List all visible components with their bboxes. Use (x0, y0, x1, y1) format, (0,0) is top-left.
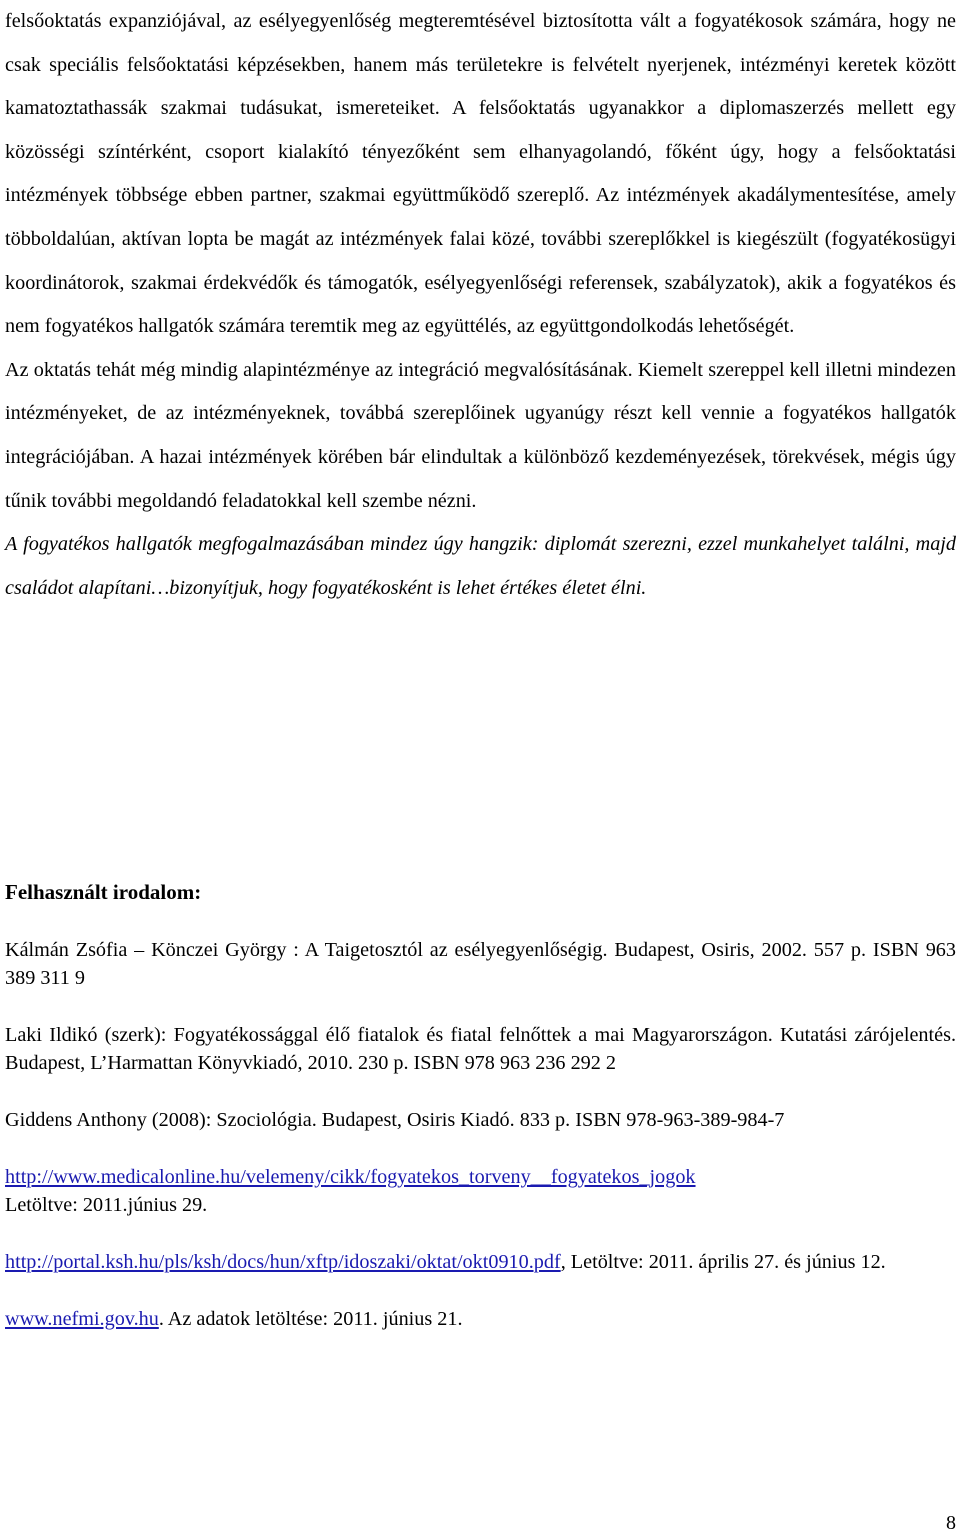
body-text (5, 0, 956, 610)
reference-item-3: Giddens Anthony (2008): Szociológia. Budapest, Osiris Kiadó. 833 p. ISBN 978-963-389-984-7 (5, 1109, 785, 1131)
reference-item-5 (5, 1248, 956, 1276)
reference-note-4: Letöltve: 2011.június 29. (5, 1194, 208, 1216)
reference-link-nefmi[interactable]: www.nefmi.gov.hu (5, 1308, 159, 1330)
reference-link-medicalonline[interactable]: http://www.medicalonline.hu/velemeny/cikk/fogyatekos_torveny__fogyatekos_jogok (5, 1166, 696, 1188)
paragraph-1: felsőoktatás expanziójával, az esélyegyenlőség megteremtésével biztosította vált a fogyatékosok számára, hogy ne csak speciális felsőoktatási képzésekben, hanem más területekre is felvételt nyerjenek, intézményi keretek között kamatoztathassák szakmai tudásukat, ismereteiket. A felsőoktatás ugyanakkor a diplomaszerzés mellett egy közösségi színtérként, csoport kialakító tényezőként sem elhanyagolandó, főként úgy, hogy a felsőoktatási intézmények többsége ebben partner, szakmai együttműködő szereplő. Az intézmények akadálymentesítése, amely többoldalúan, aktívan lopta be magát az intézmények falai közé, további szereplőkkel is kiegészült (fogyatékosügyi koordinátorok, szakmai érdekvédők és támogatók, esélyegyenlőségi referensek, szabályzatok), akik a fogyatékos és nem fogyatékos hallgatók számára teremtik meg az együttélés, az együttgondolkodás lehetőségét. (5, 10, 956, 338)
document-page (5, 0, 956, 610)
reference-note-6: . Az adatok letöltése: 2011. június 21. (158, 1308, 463, 1330)
references-list (5, 936, 956, 1333)
paragraph-3-quote: A fogyatékos hallgatók megfogalmazásában mindez úgy hangzik: diplomát szerezni, ezzel munkahelyet találni, majd családot alapítani…bizonyítjuk, hogy fogyatékosként is lehet értékes életet élni. (5, 533, 956, 599)
reference-link-ksh[interactable]: http://portal.ksh.hu/pls/ksh/docs/hun/xftp/idoszaki/oktat/okt0910.pdf (5, 1251, 561, 1273)
paragraph-2: Az oktatás tehát még mindig alapintézménye az integráció megvalósításának. Kiemelt szereppel kell illetni mindezen intézményeket, de az intézményeknek, továbbá szereplőinek ugyanúgy részt kell vennie a fogyatékos hallgatók integrációjában. A hazai intézmények körében bár elindultak a különböző kezdeményezések, törekvések, mégis úgy tűnik további megoldandó feladatokkal kell szembe nézni. (5, 358, 956, 512)
reference-item-4 (5, 1163, 956, 1219)
references-heading: Felhasznált irodalom: (5, 880, 202, 904)
reference-item-6 (5, 1305, 956, 1333)
reference-note-5: , Letöltve: 2011. április 27. és június 12. (560, 1251, 886, 1273)
reference-item-1: Kálmán Zsófia – Könczei György : A Taigetosztól az esélyegyenlőségig. Budapest, Osiris, 2002. 557 p. ISBN 963 389 311 9 (5, 939, 956, 989)
page-number: 8 (946, 1512, 956, 1534)
reference-item-2: Laki Ildikó (szerk): Fogyatékossággal élő fiatalok és fiatal felnőttek a mai Magyarországon. Kutatási zárójelentés. Budapest, L’Harmattan Könyvkiadó, 2010. 230 p. ISBN 978 963 236 292 2 (5, 1024, 956, 1074)
